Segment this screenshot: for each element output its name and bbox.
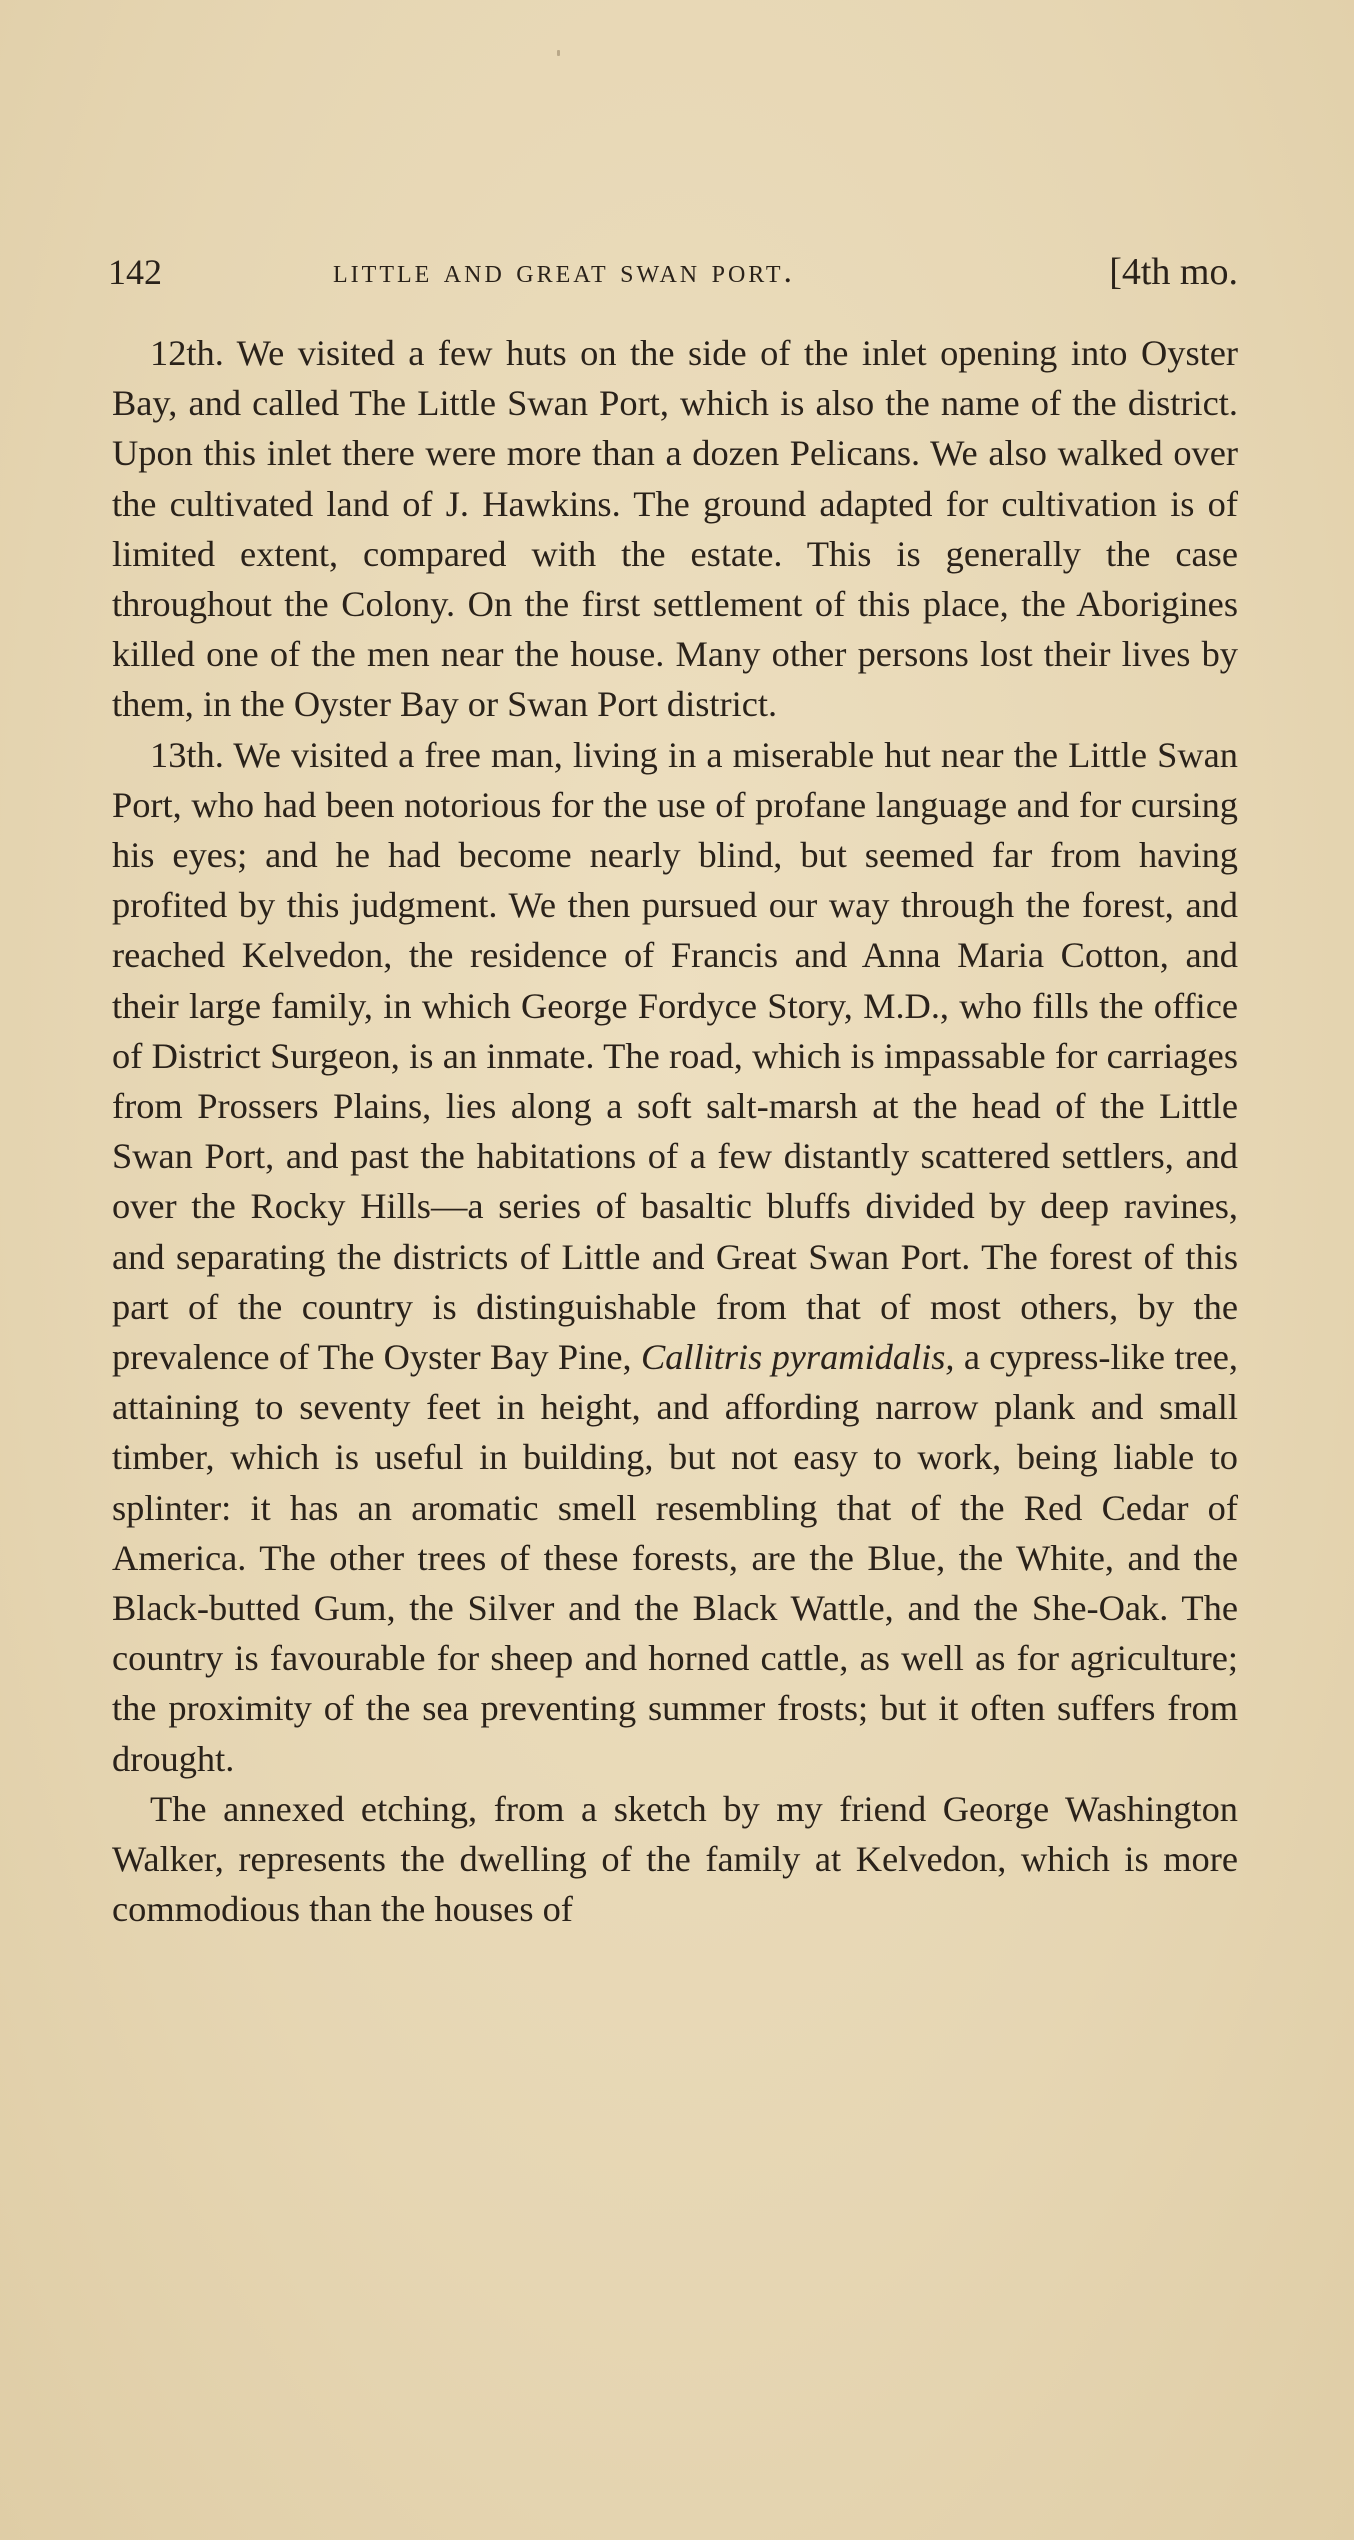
page-number: 142	[108, 252, 162, 292]
paragraph-12th	[112, 328, 1238, 730]
running-header	[108, 244, 1238, 300]
species-name: Callitris pyramidalis,	[640, 1337, 955, 1378]
body-text	[112, 328, 1238, 1935]
paragraph-etching	[112, 1784, 1238, 1935]
paragraph-text: a cypress-like tree, attaining to seventy feet in height, and affording narrow plank and small timber, which is useful in building, but not easy to work, being liable to splinter: it has an aromatic smell resembling that of the Red Cedar of America. The other trees of these forests, are the Blue, the White, and the Black-butted Gum, the Silver and the Black Wattle, and the She-Oak. The country is favourable for sheep and horned cattle, as well as for agriculture; the proximity of the sea preventing summer frosts; but it often suffers from drought.	[112, 1337, 1238, 1779]
page-blemish	[557, 50, 560, 56]
paragraph-text: 13th. We visited a free man, living in a miserable hut near the Little Swan Port, who had been notorious for the use of profane language and for cursing his eyes; and he had become nearly blind, but seemed far from having profited by this judgment. We then pursued our way through the forest, and reached Kelvedon, the residence of Francis and Anna Maria Cotton, and their large family, in which George Fordyce Story, M.D., who fills the office of District Surgeon, is an inmate. The road, which is impassable for carriages from Prossers Plains, lies along a soft salt-marsh at the head of the Little Swan Port, and past the habitations of a few distantly scattered settlers, and over the Rocky Hills—a series of basaltic bluffs divided by deep ravines, and separating the districts of Little and Great Swan Port. The forest of this part of the country is distinguishable from that of most others, by the prevalence of The Oyster Bay Pine,	[112, 734, 1238, 1378]
paragraph-text: The annexed etching, from a sketch by my friend George Washington Walker, represents the dwelling of the family at Kelvedon, which is more commodious than the houses of	[112, 1788, 1238, 1930]
paragraph-13th	[112, 730, 1238, 1784]
running-title: little and great swan port.	[333, 253, 796, 290]
date-marker: [4th mo.	[1109, 251, 1238, 293]
paragraph-text: 12th. We visited a few huts on the side of the inlet opening into Oyster Bay, and called The Little Swan Port, which is also the name of the district. Upon this inlet there were more than a dozen Pelicans. We also walked over the cultivated land of J. Hawkins. The ground adapted for cultivation is of limited extent, compared with the estate. This is generally the case throughout the Colony. On the first settlement of this place, the Aborigines killed one of the men near the house. Many other persons lost their lives by them, in the Oyster Bay or Swan Port district.	[112, 333, 1238, 725]
